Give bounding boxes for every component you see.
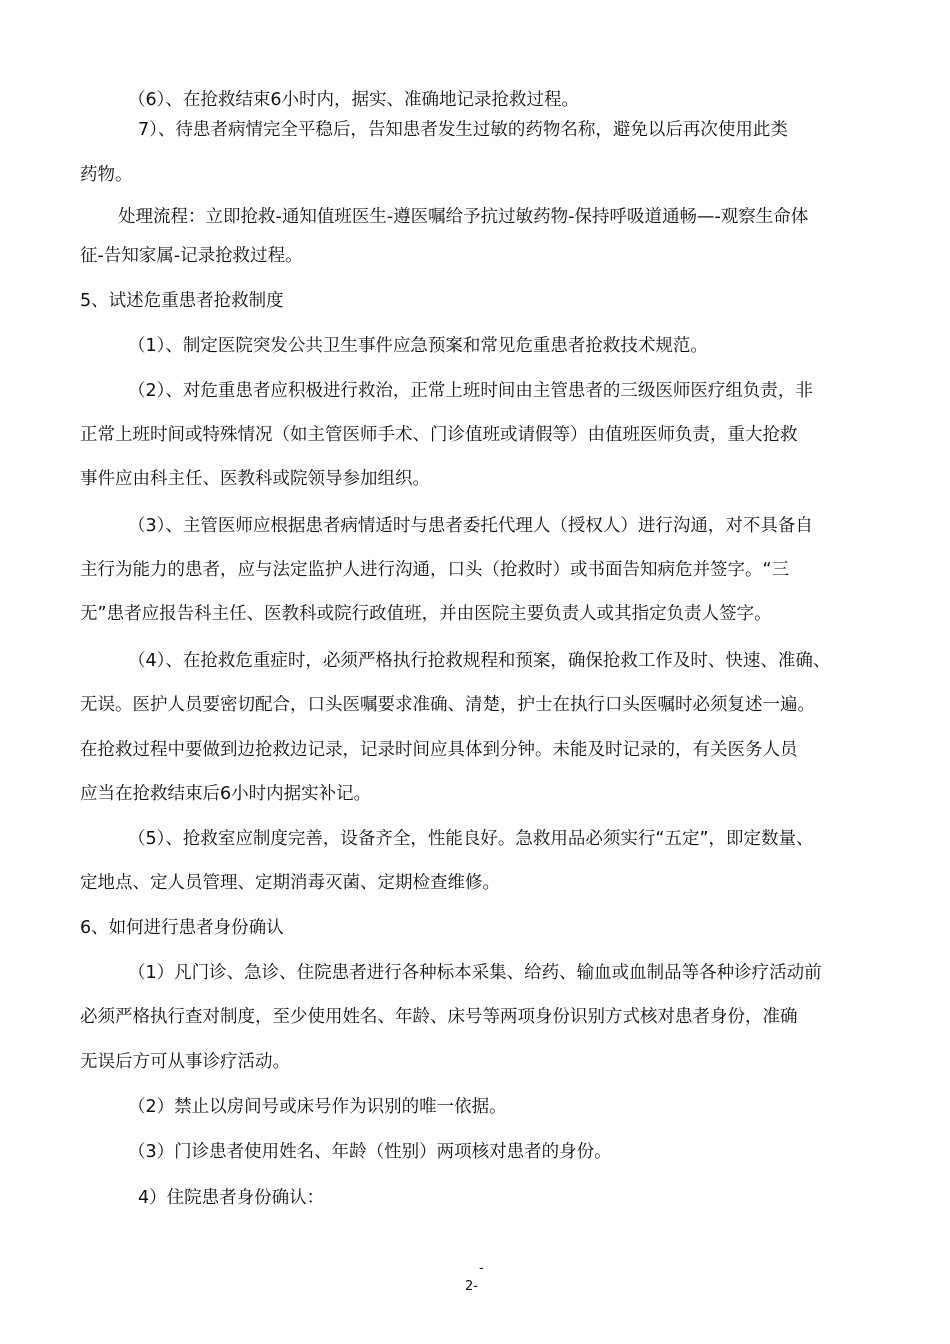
text-line: （6）、在抢救结束6小时内，据实、准确地记录抢救过程。: [128, 90, 580, 110]
text-line: （2）禁止以房间号或床号作为识别的唯一依据。: [128, 1097, 507, 1117]
text-line: （4）、在抢救危重症时，必须严格执行抢救规程和预案，确保抢救工作及时、快速、准确、: [128, 651, 831, 671]
text-line: （5）、抢救室应制度完善，设备齐全，性能良好。急救用品必须实行“五定”，即定数量、: [128, 829, 814, 849]
text-line: （3）门诊患者使用姓名、年龄（性别）两项核对患者的身份。: [128, 1142, 612, 1162]
text-line: 征-告知家属-记录抢救过程。: [80, 246, 303, 266]
text-line: 定地点、定人员管理、定期消毒灭菌、定期检查维修。: [80, 873, 500, 893]
text-line: 在抢救过程中要做到边抢救边记录，记录时间应具体到分钟。未能及时记录的，有关医务人员: [80, 740, 798, 760]
text-line: 应当在抢救结束后6小时内据实补记。: [80, 784, 372, 804]
page-number: 2-: [465, 1279, 478, 1294]
text-line: （1）、制定医院突发公共卫生事件应急预案和常见危重患者抢救技术规范。: [128, 336, 708, 356]
page-number-dash: -: [479, 1261, 484, 1276]
text-line: 必须严格执行查对制度，至少使用姓名、年龄、床号等两项身份识别方式核对患者身份，准确: [80, 1007, 798, 1027]
section-heading: 6、如何进行患者身份确认: [80, 918, 284, 938]
text-line: 药物。: [80, 165, 133, 185]
text-line: 4）住院患者身份确认：: [138, 1188, 325, 1208]
text-line: 7）、待患者病情完全平稳后，告知患者发生过敏的药物名称，避免以后再次使用此类: [138, 120, 788, 140]
text-line: 无误。医护人员要密切配合，口头医嘱要求准确、清楚，护士在执行口头医嘱时必须复述一遍。: [80, 695, 815, 715]
text-line: （3）、主管医师应根据患者病情适时与患者委托代理人（授权人）进行沟通，对不具备自: [128, 516, 813, 536]
text-line: 处理流程：立即抢救-通知值班医生-遵医嘱给予抗过敏药物-保持呼吸道通畅—-观察生命体: [118, 207, 809, 227]
text-line: 无误后方可从事诊疗活动。: [80, 1052, 290, 1072]
text-line: 无”患者应报告科主任、医教科或院行政值班，并由医院主要负责人或其指定负责人签字。: [80, 604, 772, 624]
text-line: 正常上班时间或特殊情况（如主管医师手术、门诊值班或请假等）由值班医师负责，重大抢救: [80, 425, 798, 445]
section-heading: 5、试述危重患者抢救制度: [80, 291, 284, 311]
text-line: （1）凡门诊、急诊、住院患者进行各种标本采集、给药、输血或血制品等各种诊疗活动前: [128, 963, 822, 983]
text-line: 事件应由科主任、医教科或院领导参加组织。: [80, 469, 430, 489]
text-line: 主行为能力的患者，应与法定监护人进行沟通，口头（抢救时）或书面告知病危并签字。“三: [80, 560, 790, 580]
text-line: （2）、对危重患者应积极进行救治，正常上班时间由主管患者的三级医师医疗组负责，非: [128, 381, 813, 401]
